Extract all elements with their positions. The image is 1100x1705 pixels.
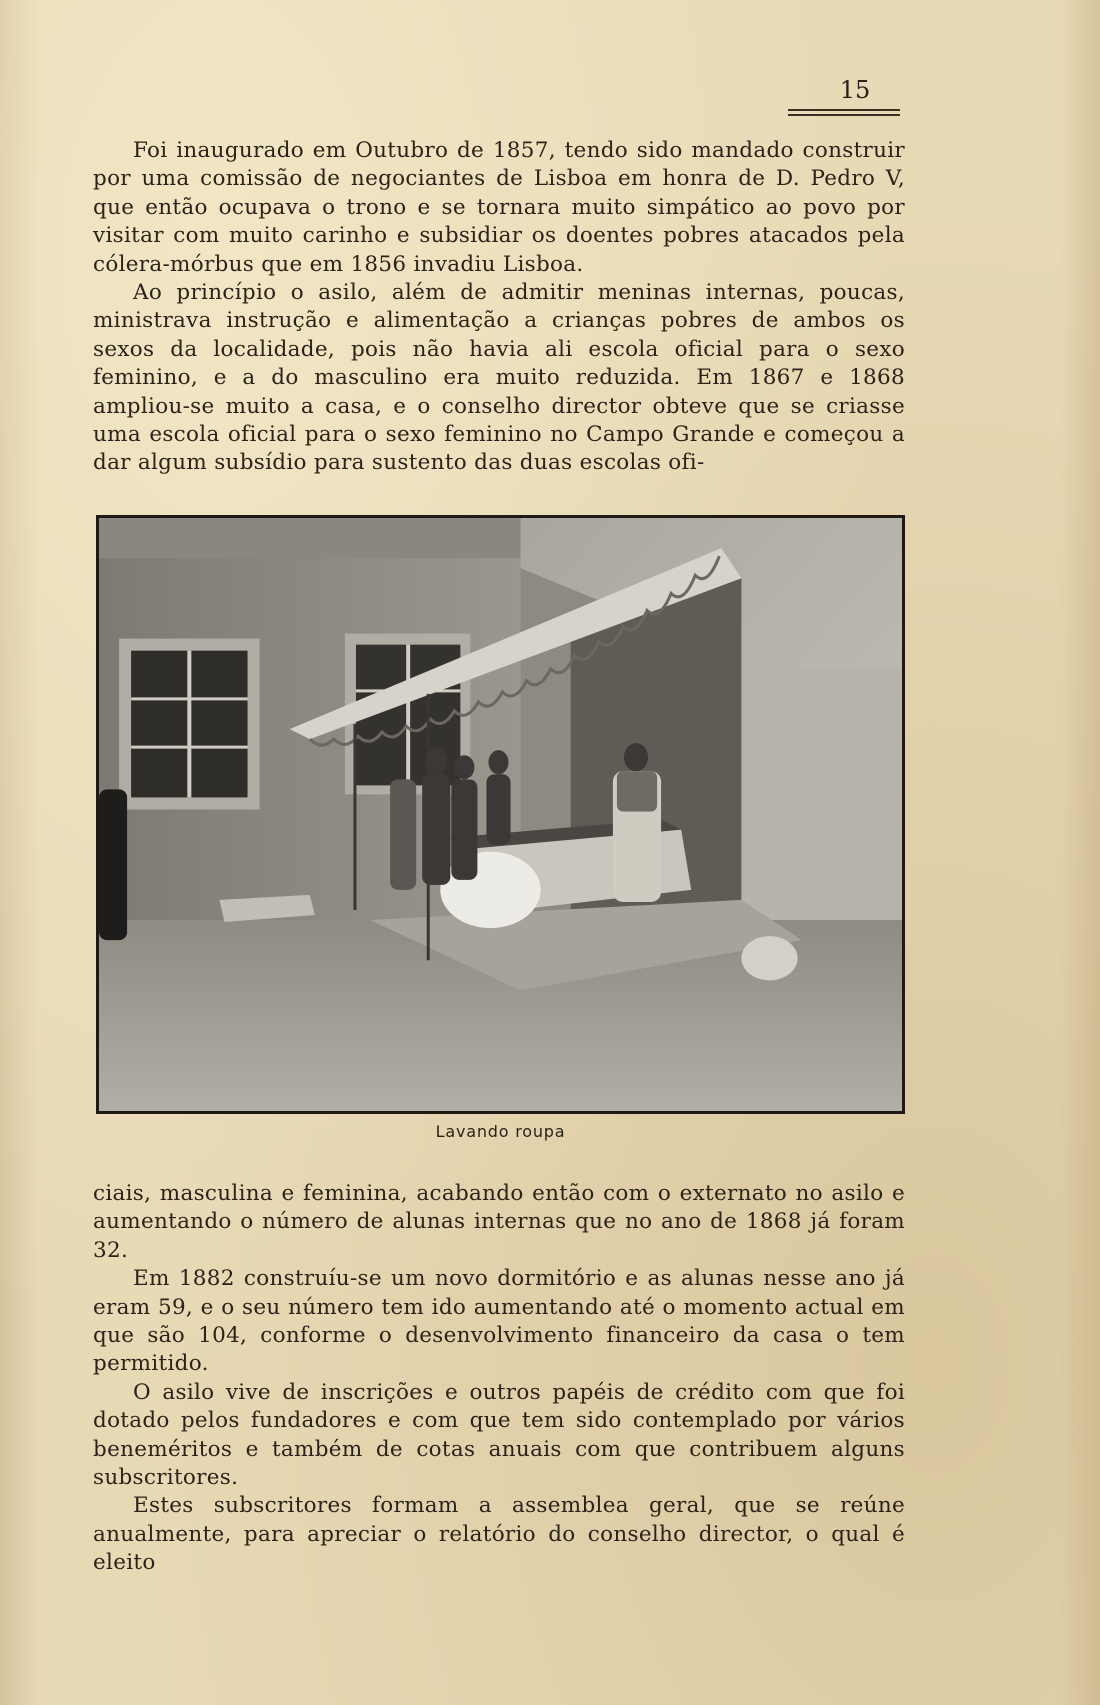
paragraph: Estes subscritores formam a assemblea geral, que se reúne anualmente, para apreciar o relatório do conselho director, o qual é eleito xyxy=(93,1493,905,1576)
washing-scene-photo xyxy=(99,518,902,1111)
paragraph: Foi inaugurado em Outubro de 1857, tendo sido mandado construir por uma comissão de negociantes de Lisboa em honra de D. Pedro V, que então ocupava o trono e se tornara muito simpático ao povo por visitar com muito carinho e subsidiar os doentes pobres atacados pela cólera-mórbus que em 1856 invadiu Lisboa. xyxy=(93,138,905,277)
body-text-top xyxy=(93,137,905,478)
paragraph: O asilo vive de inscrições e outros papéis de crédito com que foi dotado pelos fundadores e com que tem sido contemplado por vários beneméritos e também de cotas anuais com que contribuem alguns subscritores. xyxy=(93,1379,905,1491)
header-rule xyxy=(788,114,900,116)
header-rule xyxy=(788,109,900,111)
photograph xyxy=(96,515,905,1114)
paragraph: ciais, masculina e feminina, acabando então com o externato no asilo e aumentando o número de alunas internas que no ano de 1868 já foram 32. xyxy=(93,1181,905,1263)
paragraph: Ao princípio o asilo, além de admitir meninas internas, poucas, ministrava instrução e alimentação a crianças pobres de ambos os sexos da localidade, pois não havia ali escola oficial para o sexo feminino, e a do masculino era muito reduzida. Em 1867 e 1868 ampliou-se muito a casa, e o conselho director obteve que se criasse uma escola oficial para o sexo feminino no Campo Grande e começou a dar algum subsídio para sustento das duas escolas ofi- xyxy=(93,280,905,476)
body-text-bottom xyxy=(93,1180,905,1578)
figure-caption: Lavando roupa xyxy=(435,1122,566,1141)
paragraph: Em 1882 construíu-se um novo dormitório e as alunas nesse ano já eram 59, e o seu número tem ido aumentando até o momento actual em que são 104, conforme o desenvolvimento financeiro da casa o tem permitido. xyxy=(93,1266,905,1377)
page-number: 15 xyxy=(839,76,871,104)
